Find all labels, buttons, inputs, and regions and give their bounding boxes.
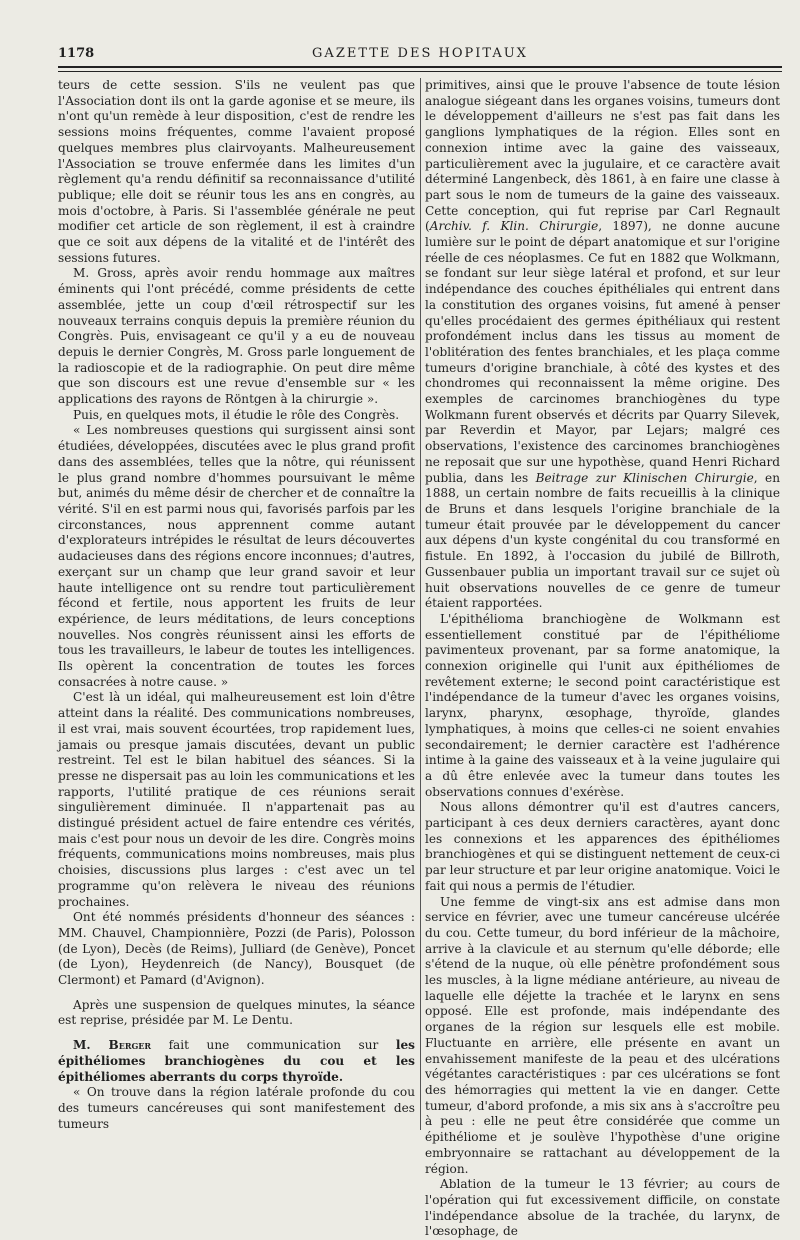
text-run: , en 1888, un certain nombre de faits recueillis à la clinique de Bruns et dans lesquels l'origine branchiale de la tumeur était prouvée par le développement du cancer aux dépens d'un kyste congénital du cou transformé en fistule. En 1892, à l'occasion du jubilé de Billroth, Gussenbauer publia un important travail sur ce sujet où huit observations nouvelles de ce genre de tumeur étaient rapportées. (425, 470, 780, 611)
paragraph: Ont été nommés présidents d'honneur des séances : MM. Chauvel, Championnière, Pozzi (de Paris), Polosson (de Lyon), Decès (de Reims), Julliard (de Genève), Poncet (de Lyon), Heydenreich (de Nancy), Bousquet (de Clermont) et Pamard (d'Avignon). (58, 910, 415, 988)
page-header (58, 44, 782, 66)
paragraph: « On trouve dans la région latérale profonde du cou des tumeurs cancéreuses qui sont manifestement des tumeurs (58, 1085, 415, 1131)
column-separator (420, 78, 421, 1130)
paragraph: teurs de cette session. S'ils ne veulent pas que l'Association dont ils ont la garde agonise et se meure, ils n'ont qu'un remède à leur disposition, c'est de rendre les sessions moins fréquentes, comme l'avaient proposé quelques membres plus clairvoyants. Malheureusement l'Association se trouve enfermée dans les limites d'un règlement qu'a rendu définitif sa reconnaissance d'utilité publique; elle doit se réunir tous les ans en congrès, au mois d'octobre, à Paris. Si l'assemblée générale ne peut modifier cet article de son règlement, il est à craindre que ce soit aux dépens de la vitalité et de l'intérêt des sessions futures. (58, 78, 415, 265)
heading-text: fait une communication sur (151, 1038, 396, 1053)
right-column (425, 78, 780, 1239)
header-rule-thin (58, 71, 782, 72)
paragraph: « Les nombreuses questions qui surgissent ainsi sont étudiées, développées, discutées avec le plus grand profit dans des assemblées, telles que la nôtre, qui réunissent le plus grand nombre d'hommes poursuivant le même but, animés du même désir de chercher et de connaître la vérité. S'il en est parmi nous qui, favorisés parfois par les circonstances, nous apprennent comme autant d'explorateurs intrépides le résultat de leurs découvertes audacieuses dans des régions encore inconnues; d'autres, exerçant sur un champ que leur grand savoir et leur haute intelligence ont su rendre tout particulièrement fécond et fertile, nous apportent les fruits de leur expérience, de leurs méditations, de leurs conceptions nouvelles. Nos congrès réunissent ainsi les efforts de tous les travailleurs, le labeur de toutes les intelligences. Ils opèrent la concentration de toutes les forces consacrées à notre cause. » (58, 423, 415, 689)
paragraph: M. Gross, après avoir rendu hommage aux maîtres éminents qui l'ont précédé, comme présidents de cette assemblée, jette un coup d'œil rétrospectif sur les nouveaux terrains conquis depuis la première réunion du Congrès. Puis, envisageant ce qu'il y a eu de nouveau depuis le dernier Congrès, M. Gross parle longuement de la radioscopie et de la radiographie. On peut dire même que son discours est une revue d'ensemble sur « les applications des rayons de Röntgen à la chirurgie ». (58, 266, 415, 407)
paragraph: Une femme de vingt-six ans est admise dans mon service en février, avec une tumeur cancéreuse ulcérée du cou. Cette tumeur, du bord inférieur de la mâchoire, arrive à la clavicule et au sternum qu'elle déborde; elle s'étend de la nuque, où elle pénètre profondément sous les muscles, à la ligne médiane antérieure, au niveau de laquelle elle déjette la trachée et le larynx en sens opposé. Elle est profonde, mais indépendante des organes de la région sur lesquels elle est mobile. Fluctuante en arrière, elle présente en avant un envahissement manifeste de la peau et des ulcérations végétantes caractéristiques : par ces ulcérations se font des hémorragies qui mettent la vie en danger. Cette tumeur, d'abord profonde, a mis six ans à s'accroître peu à peu : elle ne peut être considérée que comme un épithéliome et je soulève l'hypothèse d'une origine embryonnaire se rattachant au développement de la région. (425, 894, 780, 1176)
communication-title: les épithéliomes branchiogènes du cou et les épithéliomes aberrants du corps thyroïde. (58, 1038, 415, 1084)
paragraph: Ablation de la tumeur le 13 février; au cours de l'opération qui fut excessivement difficile, on constate l'indépendance absolue de la trachée, du larynx, de l'œsophage, de (425, 1177, 780, 1239)
paragraph: L'épithélioma branchiogène de Wolkmann est essentiellement constitué par de l'épithéliome pavimenteux provenant, par sa forme anatomique, la connexion originelle qui l'unit aux épithéliomes de revêtement externe; le second point caractéristique est l'indépendance de la tumeur d'avec les organes voisins, larynx, pharynx, œsophage, thyroïde, glandes lymphatiques, à moins que celles-ci ne soient envahies secondairement; le dernier caractère est l'adhérence intime à la gaine des vaisseaux et à la veine jugulaire qui a dû être enlevée avec la tumeur dans toutes les observations connues d'exérèse. (425, 611, 780, 799)
speaker-name: M. Berger (73, 1038, 152, 1053)
text-run: , 1897), ne donne aucune lumière sur le point de départ anatomique et sur l'origine réelle de ces néoplasmes. Ce fut en 1882 que Wolkmann, se fondant sur leur siège latéral et profond, et sur leur indépendance des couches épithéliales qui entrent dans la constitution des organes voisins, fut amené à penser qu'elles procédaient des germes épithéliaux qui restent profondément inclus dans les tissus au moment de l'oblitération des fentes branchiales, et les plaça comme tumeurs d'origine branchiale, à côté des kystes et des chondromes qui reconnaissent la même origine. Des exemples de carcinomes branchiogènes du type Wolkmann furent observés et décrits par Quarry Silevek, par Reverdin et Mayor, par Lejars; malgré ces observations, l'existence des carcinomes branchiogènes ne reposait que sur une hypothèse, quand Henri Richard publia, dans les (425, 219, 780, 485)
paragraph: Après une suspension de quelques minutes, la séance est reprise, présidée par M. Le Dentu. (58, 997, 415, 1028)
paragraph: Nous allons démontrer qu'il est d'autres cancers, participant à ces deux derniers caractères, ayant donc les connexions et les apparences des épithéliomes branchiogènes et qui se distinguent nettement de ceux-ci par leur structure et par leur origine anatomique. Voici le fait qui nous a permis de l'étudier. (425, 800, 780, 893)
citation-title: Beitrage zur Klinischen Chirurgie (535, 470, 754, 485)
communication-heading (58, 1038, 415, 1085)
text-run: primitives, ainsi que le prouve l'absence de toute lésion analogue siégeant dans les organes voisins, tumeurs dont le développement d'ailleurs ne s'est pas fait dans les ganglions lymphatiques de la région. Elles sont en connexion intime avec la gaine des vaisseaux, particulièrement avec la jugulaire, et ce caractère avait déterminé Langenbeck, dès 1861, à en faire une classe à part sous le nom de tumeurs de la gaine des vaisseaux. Cette conception, qui fut reprise par Carl Regnault ( (425, 78, 780, 234)
journal-title: GAZETTE DES HOPITAUX (312, 46, 528, 61)
citation-title: Archiv. f. Klin. Chirurgie (429, 219, 599, 234)
paragraph: C'est là un idéal, qui malheureusement est loin d'être atteint dans la réalité. Des communications nombreuses, il est vrai, mais souvent écourtées, trop rapidement lues, jamais ou presque jamais discutées, devant un public restreint. Tel est le bilan habituel des séances. Si la presse ne dispersait pas au loin les communications et les rapports, l'utilité pratique de ces réunions serait singulièrement diminuée. Il n'appartenait pas au distingué président actuel de faire entendre ces vérités, mais c'est pour nous un devoir de les dire. Congrès moins fréquents, communications moins nombreuses, mais plus choisies, discussions plus larges : c'est avec un tel programme qu'on relèvera le niveau des réunions prochaines. (58, 690, 415, 909)
left-column (58, 78, 415, 1132)
paragraph (425, 78, 780, 612)
page-number: 1178 (58, 46, 95, 61)
header-rule-thick (58, 66, 782, 68)
paragraph: Puis, en quelques mots, il étudie le rôle des Congrès. (73, 407, 400, 422)
